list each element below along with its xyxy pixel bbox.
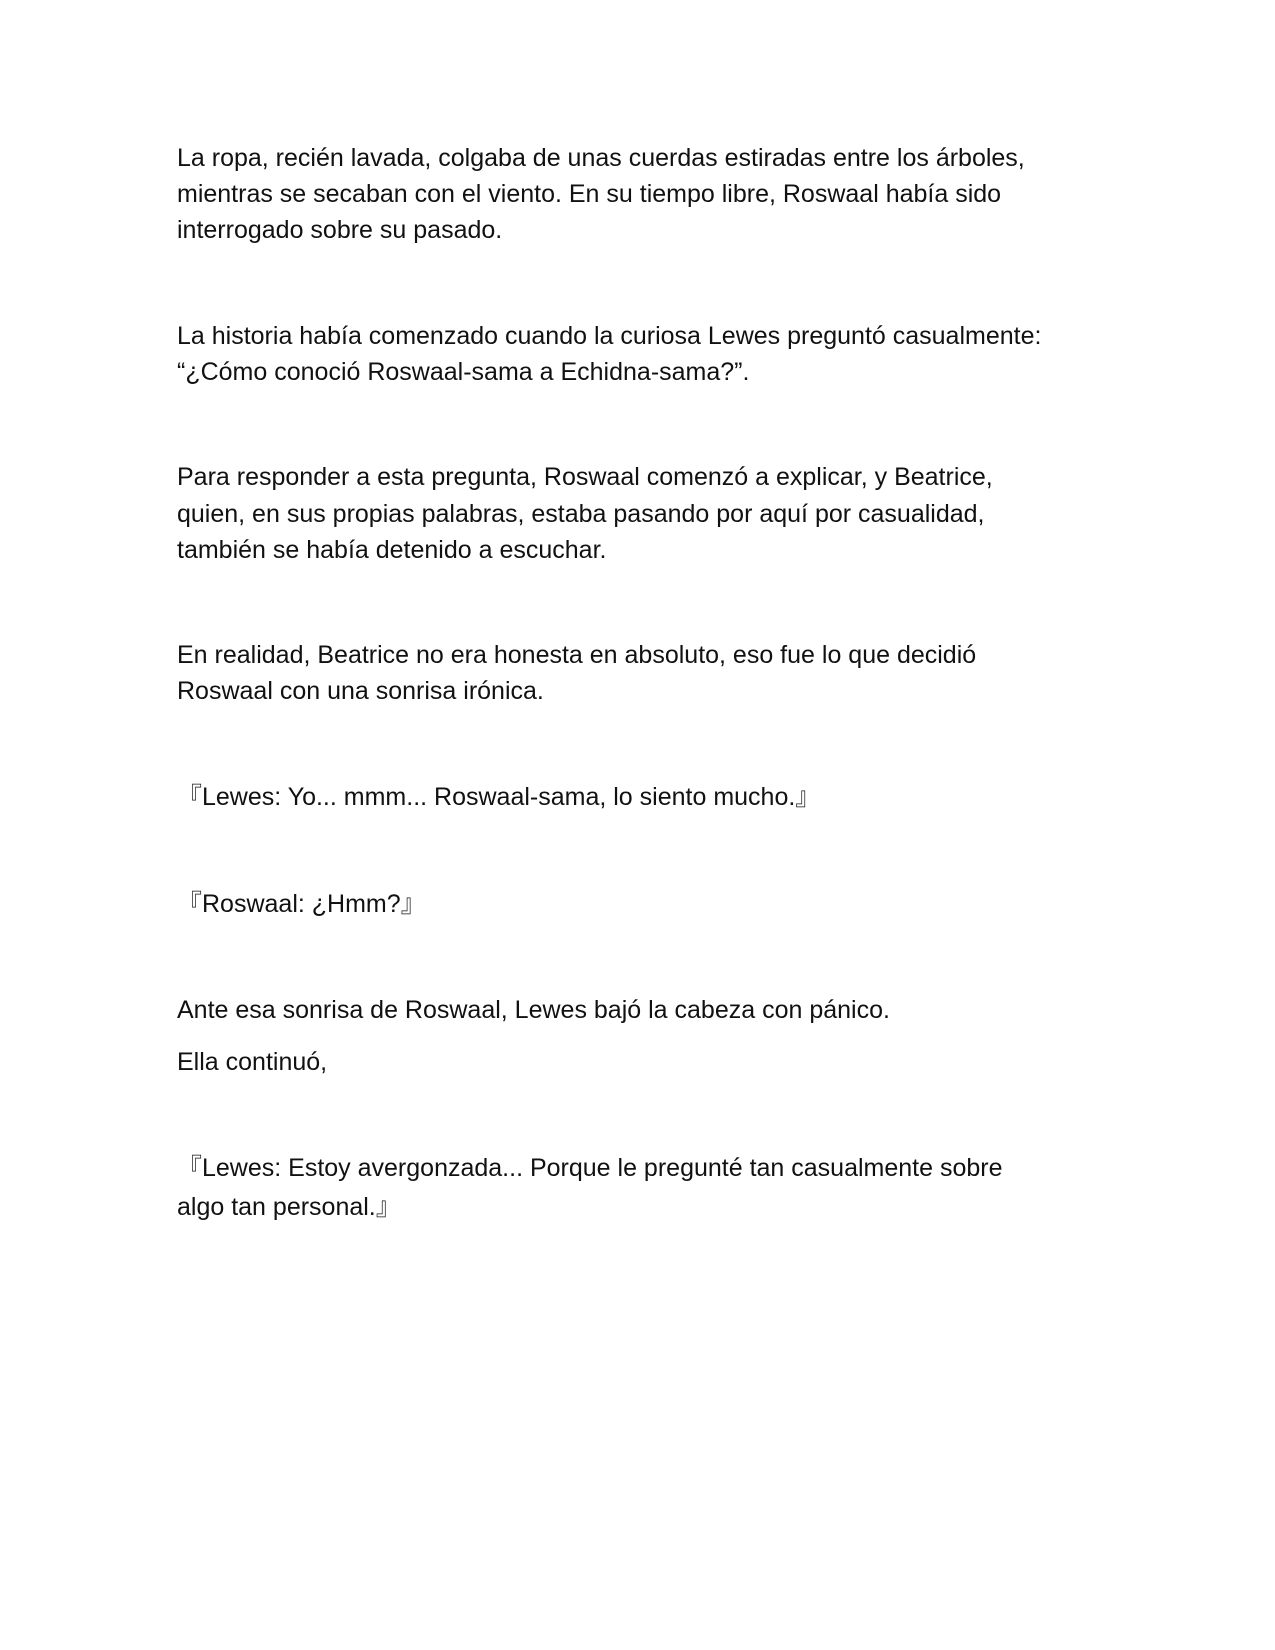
- dialogue-lewes-1: 『Lewes: Yo... mmm... Roswaal-sama, lo siento mucho.』: [177, 783, 821, 811]
- paragraph-1-line-1: La ropa, recién lavada, colgaba de unas cuerdas estiradas entre los árboles,: [177, 144, 1025, 172]
- paragraph-7-line-1: Ante esa sonrisa de Roswaal, Lewes bajó la cabeza con pánico.: [177, 996, 890, 1024]
- paragraph-2-line-1: La historia había comenzado cuando la curiosa Lewes preguntó casualmente:: [177, 322, 1042, 350]
- paragraph-1-line-3: interrogado sobre su pasado.: [177, 216, 503, 244]
- paragraph-8-line-1: Ella continuó,: [177, 1048, 328, 1076]
- paragraph-3-line-1: Para responder a esta pregunta, Roswaal comenzó a explicar, y Beatrice,: [177, 463, 993, 491]
- paragraph-3-line-3: también se había detenido a escuchar.: [177, 536, 607, 564]
- paragraph-4-line-1: En realidad, Beatrice no era honesta en absoluto, eso fue lo que decidió: [177, 641, 977, 669]
- dialogue-roswaal: 『Roswaal: ¿Hmm?』: [177, 890, 426, 918]
- dialogue-lewes-2-line-1: 『Lewes: Estoy avergonzada... Porque le pregunté tan casualmente sobre: [177, 1154, 1003, 1182]
- dialogue-lewes-2-line-2: algo tan personal.』: [177, 1193, 401, 1221]
- paragraph-4-line-2: Roswaal con una sonrisa irónica.: [177, 677, 544, 705]
- paragraph-1-line-2: mientras se secaban con el viento. En su tiempo libre, Roswaal había sido: [177, 180, 1002, 208]
- paragraph-2-line-2: “¿Cómo conoció Roswaal-sama a Echidna-sama?”.: [177, 358, 750, 386]
- paragraph-3-line-2: quien, en sus propias palabras, estaba pasando por aquí por casualidad,: [177, 500, 985, 528]
